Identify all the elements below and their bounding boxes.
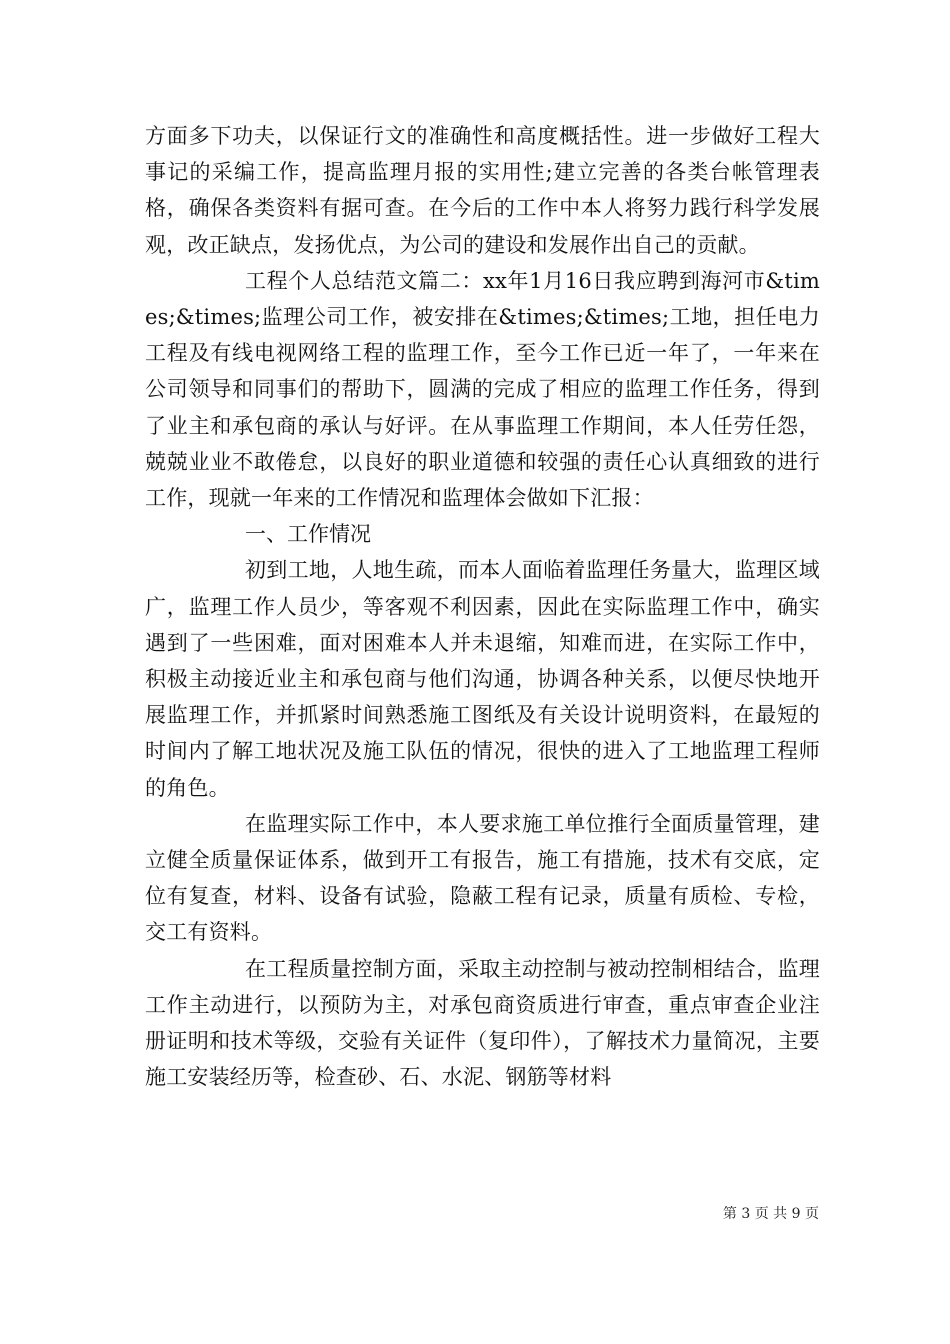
document-body <box>145 118 820 1095</box>
paragraph-quality-control: 在工程质量控制方面，采取主动控制与被动控制相结合，监理工作主动进行，以预防为主，对承包商资质进行审查，重点审查企业注册证明和技术等级，交验有关证件（复印件），了解技术力量简况，主要施工安装经历等，检查砂、石、水泥、钢筋等材料 <box>145 956 820 1090</box>
paragraph-summary-intro: 工程个人总结范文篇二：xx年1月16日我应聘到海河市&times;&times;监理公司工作，被安排在&times;&times;工地，担任电力工程及有线电视网络工程的监理工作，至今工作已近一年了，一年来在公司领导和同事们的帮助下，圆满的完成了相应的监理工作任务，得到了业主和承包商的承认与好评。在从事监理工作期间，本人任劳任怨，兢兢业业不敢倦怠，以良好的职业道德和较强的责任心认真细致的进行工作，现就一年来的工作情况和监理体会做如下汇报： <box>145 268 820 511</box>
paragraph-quality-management: 在监理实际工作中，本人要求施工单位推行全面质量管理，建立健全质量保证体系，做到开工有报告，施工有措施，技术有交底，定位有复查，材料、设备有试验，隐蔽工程有记录，质量有质检、专检，交工有资料。 <box>145 811 820 945</box>
section-heading-work-status: 一、工作情况 <box>245 522 371 547</box>
paragraph-arrival: 初到工地，人地生疏，而本人面临着监理任务量大，监理区域广，监理工作人员少，等客观不利因素，因此在实际监理工作中，确实遇到了一些困难，面对困难本人并未退缩，知难而进，在实际工作中，积极主动接近业主和承包商与他们沟通，协调各种关系，以便尽快地开展监理工作，并抓紧时间熟悉施工图纸及有关设计说明资料，在最短的时间内了解工地状况及施工队伍的情况，很快的进入了工地监理工程师的角色。 <box>145 558 820 800</box>
page-number-footer: 第 3 页 共 9 页 <box>722 1206 819 1222</box>
paragraph-continuation: 方面多下功夫，以保证行文的准确性和高度概括性。进一步做好工程大事记的采编工作，提高监理月报的实用性;建立完善的各类台帐管理表格，确保各类资料有据可查。在今后的工作中本人将努力践行科学发展观，改正缺点，发扬优点，为公司的建设和发展作出自己的贡献。 <box>145 124 820 257</box>
